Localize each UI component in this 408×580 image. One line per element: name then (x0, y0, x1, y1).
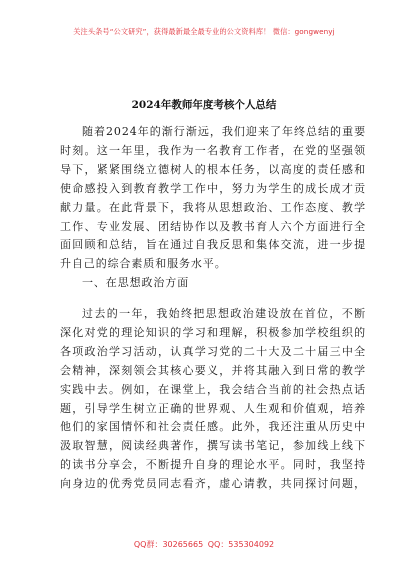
footer-qq: QQ：535304092 (207, 540, 275, 549)
top-banner: 关注头条号“公文研究”，获得最新最全最专业的公文资料库！ 微信：gongwenyj (73, 27, 335, 36)
footer-qq-group: QQ群：30265665 (133, 540, 204, 549)
section-1-heading: 一、在思想政治方面 (82, 276, 190, 289)
section-1-line: 各项政治学习活动，认真学习党的二十大及二十届三中全 (60, 344, 366, 358)
intro-line: 使命感投入到教育教学工作中，努力为学生的成长成才贡 (60, 181, 366, 195)
section-1-line: 题，引导学生树立正确的世界观、人生观和价值观，培养 (60, 401, 366, 415)
intro-line: 随着2024年的渐行渐远，我们迎来了年终总结的重要 (82, 125, 366, 138)
section-1-line: 实践中去。例如，在课堂上，我会结合当前的社会热点话 (60, 382, 366, 396)
section-1-line: 的读书分享会，不断提升自身的理论水平。同时，我坚持 (60, 458, 366, 472)
intro-line: 献力量。在此背景下，我将从思想政治、工作态度、教学 (60, 200, 366, 214)
section-1-heading-block (60, 274, 366, 293)
intro-line: 升自己的综合素质和服务水平。 (60, 257, 227, 271)
footer-contact (0, 539, 408, 550)
section-1-line: 过去的一年，我始终把思想政治建设放在首位，不断 (82, 307, 366, 320)
section-1-paragraph (60, 305, 366, 494)
intro-paragraph (60, 123, 366, 274)
intro-line: 时刻。这一年里，我作为一名教育工作者，在党的坚强领 (60, 143, 366, 157)
section-1-line: 汲取智慧，阅读经典著作，撰写读书笔记，参加线上线下 (60, 439, 366, 453)
intro-line: 导下，紧紧围绕立德树人的根本任务，以高度的责任感和 (60, 162, 366, 176)
section-1-line: 向身边的优秀党员同志看齐，虚心请教，共同探讨问题， (60, 477, 366, 491)
intro-line: 面回顾和总结，旨在通过自我反思和集体交流，进一步提 (60, 238, 366, 252)
section-1-line: 他们的家国情怀和社会责任感。此外，我还注重从历史中 (60, 420, 366, 434)
document-title: 2024年教师年度考核个人总结 (131, 99, 277, 111)
section-1-line: 深化对党的理论知识的学习和理解，积极参加学校组织的 (60, 325, 366, 339)
intro-line: 工作、专业发展、团结协作以及教书育人六个方面进行全 (60, 219, 366, 233)
section-1-line: 会精神，深刻领会其核心要义，并将其融入到日常的教学 (60, 363, 366, 377)
